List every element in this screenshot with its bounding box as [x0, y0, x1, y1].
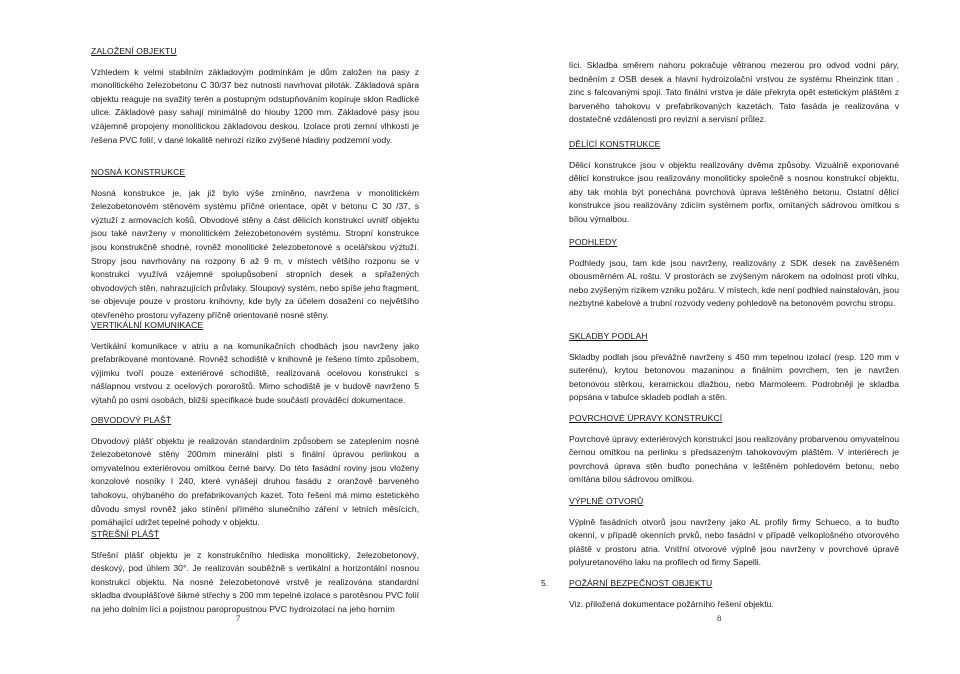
section-body: Obvodový plášť objektu je realizován standardním způsobem se zateplením nosné železobetonové stěny 200mm minerální plstí s finální úpravou perlinkou a omyvatelnou exteriérovou omítkou černé barvy. Do této fasádní roviny jsou vloženy konzolové nosníky I 240, které vynášejí druhou fasádu z oranžově barveného tahokovu, ohýbaného do prefabrikovaných kazet. Toto řešení má mimo estetického důvodu smysl rovněž jako stínění přímého slunečního záření v letních měsících, pomáhající udržet tepelné pohody v objektu.	[91, 435, 419, 528]
section-vyplne-otvoru	[569, 495, 899, 570]
section-body: Vzhledem k velmi stabilním základovým podmínkám je dům založen na pasy z monolitického železobetonu C 30/37 bez nutnosti navrhovat piloták. Základová spára objektu reaguje na svažitý terén a postupným odstupňováním kopíruje sklon Radlické ulice. Základové pasy sahají minimálně do hlouby 1200 mm. Základové pasy jsou vzájemně propojeny monolitickou základovou deskou. Izolace proti zemní vlhkosti je řešena PVC folií, v dané lokalitě nehrozí riziko zvýšené hladiny podzemní vody.	[91, 66, 419, 145]
section-nosna-konstrukce	[91, 166, 419, 323]
page-number: 7	[236, 613, 241, 623]
section-heading: OBVODOVÝ PLÁŠŤ	[91, 415, 172, 425]
section-body: Podhledy jsou, tam kde jsou navrženy, realizovány z SDK desek na zavěšeném obousměrném AL roštu. V prostorách se zvýšeným nárokem na odolnost proti vlhku, nebo zvýšeným rizikem vzniku požáru. V místech, kde není podhled nainstalován, jsou nezbytné kabelové a trubní rozvody vedeny pohledově na betonovém povrchu stropu.	[569, 257, 899, 309]
section-vertikalni-komunikace	[91, 319, 419, 408]
section-body: Vertikální komunikace v atriu a na komunikačních chodbách jsou navrženy jako prefabrikované montované. Rovněž schodiště v knihovně je řešeno tímto způsobem, výjimku tvoří pouze exteriérové schodiště, realizovaná ocelovou konstrukcí s nášlapnou vrstvou z ocelových pororoštů. Mimo schodiště je v budově navrženo 5 výtahů po osmi osobách, bližší specifikace bude součástí prováděcí dokumentace.	[91, 340, 419, 405]
section-body: Skladby podlah jsou převážně navrženy s 450 mm tepelnou izolací (resp. 120 mm v suterénu), krytou betonovou mazaninou a finálním povrchem, ten je navržen betonovou stěrkou, keramickou dlažbou, nebo Marmoleem. Podrobněji je skladba popsána v tabulce skladeb podlah a stěn.	[569, 351, 899, 403]
right-page	[480, 0, 960, 674]
section-body: Nosná konstrukce je, jak již bylo výše zmíněno, navržena v monolitickém železobetonovém stěnovém systému příčné orientace, opět v betonu C 30 /37, s výztuží z armovacích košů. Obvodové stěny a část dělicích konstrukcí uvnitř objektu jsou také navrženy v monolitickém železobetonovém systému. Stropní konstrukce jsou konstrukčně shodné, rovněž monolitické železobetonové s ocelářskou výztuží. Stropy jsou navrhovány na rozpony 6 až 9 m, v místech většího rozponu se v konstrukci využívá vzájemné spolupůsobení stropních desek a spřažených obvodových stěn, nahrazujících průvlaky. Sloupový systém, nebo spíše jeho fragment, se objevuje pouze v prostoru knihovny, kde byly za účelem dosažení co největšího otevřeného prostoru vyřazeny příčně orientované nosné stěny.	[91, 187, 420, 320]
section-heading: SKLADBY PODLAH	[569, 331, 648, 341]
section-delici-konstrukce	[569, 138, 899, 227]
section-heading: STŘEŠNÍ PLÁŠŤ	[91, 529, 160, 539]
section-body: Výplně fasádních otvorů jsou navrženy jako AL profily firmy Schueco, a to buďto okenní, v případě okenních prvků, nebo fasádní v případě velkoplošného otvorového pláště v prostoru atria. Vnitřní otvorové výplně jsou navrženy v povrchové úpravě polyuretanového laku na profilech od firmy Sapelli.	[569, 516, 899, 568]
section-podhledy	[569, 236, 899, 311]
section-heading: POVRCHOVÉ ÚPRAVY KONSTRUKCÍ	[569, 413, 723, 423]
section-body: Viz. přiložená dokumentace požárního řešení objektu.	[569, 598, 774, 609]
section-heading: NOSNÁ KONSTRUKCE	[91, 167, 186, 177]
section-heading: POŽÁRNÍ BEZPEČNOST OBJEKTU	[569, 578, 713, 588]
section-heading: VÝPLNĚ OTVORŮ	[569, 496, 644, 506]
section-body: Dělicí konstrukce jsou v objektu realizovány dvěma způsoby. Vizuálně exponované dělicí konstrukce jsou realizovány monoliticky společně s nosnou konstrukcí objektu, aby tak mohla být ponechána povrchová úprava leštěného betonu. Ostatní dělicí konstrukce jsou realizovány zdicím systémem porfix, omítaných sádrovou omítkou s bílou výmalbou.	[569, 159, 899, 224]
section-body: Povrchové úpravy exteriérových konstrukcí jsou realizovány probarvenou omyvatelnou černou omítkou na perlinku s předsazeným tahokovovým pláštěm. V interiérech je povrchová úprava stěn buďto ponechána v leštěném pohledovém betonu, nebo omítána bílou sádrovou omítkou.	[569, 433, 899, 485]
section-obvodovy-plast	[91, 414, 419, 530]
section-number: 5.	[541, 578, 549, 588]
section-zalozeni-objektu	[91, 45, 419, 147]
page-number: 8	[717, 613, 722, 623]
section-heading: PODHLEDY	[569, 237, 618, 247]
section-stresni-plast	[91, 528, 419, 617]
section-skladby-podlah	[569, 330, 899, 405]
section-stresni-plast-continued	[569, 59, 899, 127]
section-heading: VERTIKÁLNÍ KOMUNIKACE	[91, 320, 204, 330]
section-heading: ZALOŽENÍ OBJEKTU	[91, 46, 177, 56]
section-pozarni-bezpecnost	[541, 577, 899, 611]
section-povrchove-upravy	[569, 412, 899, 487]
section-body: líci. Skladba směrem nahoru pokračuje větranou mezerou pro odvod vodní páry, bedněním z OSB desek a hlavní hydroizolační vrstvou ze systému Rheinzink titan . zinc s falcovanými spoji. Tato finální vrstva je dále překryta opět estetickým pláštěm z barveného tahokovu v prefabrikovaných kazetách. Tato fasáda je realizována v dostatečné vzdálenosti pro revizní a servisní průlez.	[569, 60, 899, 125]
section-body: Střešní plášť objektu je z konstrukčního hlediska monolitický, železobetonový, deskový, pod úhlem 30°. Je realizován souběžně s vertikální a horizontální nosnou konstrukcí objektu. Na nosné železobetonové vrstvě je realizována standardní skladba dvouplášťové šikmé střechy s 200 mm tepelné izolace s parotěsnou PVC folií na jeho dolním líci a pojistnou paropropustnou PVC hydroizolací na jeho horním	[91, 549, 419, 614]
section-heading: DĚLÍCÍ KONSTRUKCE	[569, 139, 661, 149]
